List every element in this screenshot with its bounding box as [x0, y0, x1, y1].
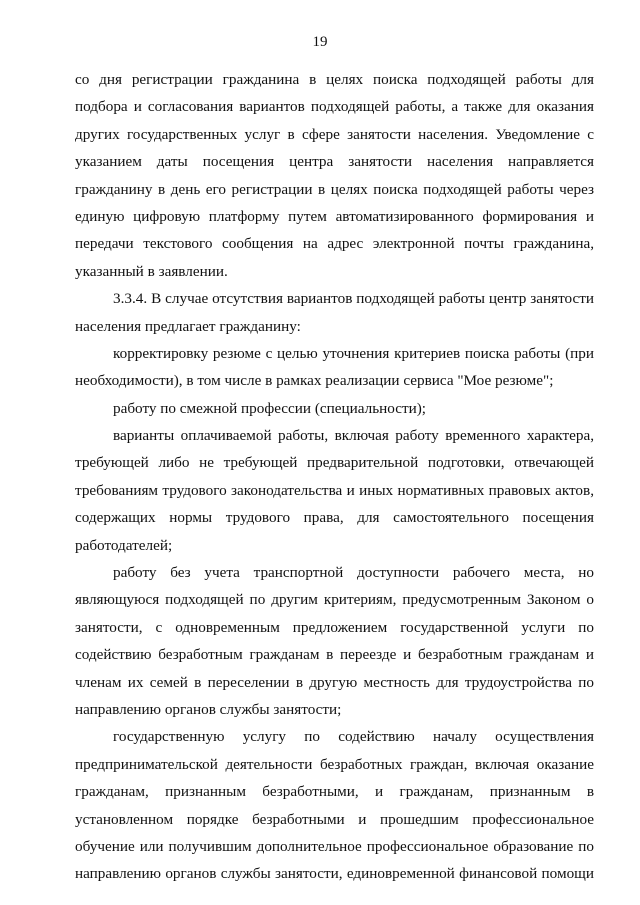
text-line: работу без учета транспортной доступности рабочего места, но [113, 564, 594, 582]
text-line: работодателей; [75, 536, 173, 554]
paragraph-related-profession [75, 395, 594, 422]
text-line: направлению органов службы занятости, единовременной финансовой помощи [75, 865, 594, 883]
text-line: единую цифровую платформу путем автоматизированного формирования и [75, 207, 594, 225]
text-line: членам их семей в переселении в другую местность для трудоустройства по [75, 673, 594, 691]
paragraph-registration-notice [75, 66, 594, 285]
paragraph-paid-work-options [75, 422, 594, 559]
page-number: 19 [312, 34, 328, 50]
paragraph-resume-correction [75, 340, 594, 395]
text-line: направлению органов службы занятости; [75, 700, 342, 718]
paragraph-work-without-transport [75, 559, 594, 723]
text-line: необходимости), в том числе в рамках реализации сервиса "Мое резюме"; [75, 372, 554, 390]
text-line: варианты оплачиваемой работы, включая работу временного характера, [113, 427, 594, 445]
text-line: требованиям трудового законодательства и иных нормативных правовых актов, [75, 481, 594, 499]
text-line: подбора и согласования вариантов подходящей работы, а также для оказания [75, 98, 594, 116]
text-line: других государственных услуг в сфере занятости населения. Уведомление с [75, 125, 594, 143]
text-line: гражданину в день его регистрации в целях поиска подходящей работы через [75, 180, 594, 198]
text-line: корректировку резюме с целью уточнения критериев поиска работы (при [113, 344, 594, 362]
text-line: требующей либо не требующей предварительной подготовки, отвечающей [75, 454, 594, 472]
text-line: указанный в заявлении. [75, 262, 228, 280]
text-line: указанием даты посещения центра занятости населения направляется [75, 153, 594, 171]
text-line: содержащих нормы трудового права, для самостоятельного посещения [75, 509, 594, 527]
text-line: 3.3.4. В случае отсутствия вариантов подходящей работы центр занятости [113, 290, 594, 308]
text-line: гражданам, признанным безработными, и гражданам, признанным в [75, 783, 594, 801]
paragraph-section-3-3-4 [75, 285, 594, 340]
text-line: работу по смежной профессии (специальности); [113, 399, 427, 417]
text-line: содействию безработным гражданам в переезде и безработным гражданам и [75, 646, 594, 664]
text-line: установленном порядке безработными и прошедшим профессиональное [75, 810, 594, 828]
text-line: занятости, с одновременным предложением государственной услуги по [75, 618, 594, 636]
text-line: предпринимательской деятельности безработных граждан, включая оказание [75, 755, 594, 773]
document-body [75, 66, 594, 888]
text-line: государственную услугу по содействию началу осуществления [113, 728, 594, 746]
text-line: со дня регистрации гражданина в целях поиска подходящей работы для [75, 71, 594, 88]
text-line: обучение или получившим дополнительное профессиональное образование по [75, 837, 594, 855]
paragraph-entrepreneurship-service [75, 723, 594, 887]
text-line: передачи текстового сообщения на адрес электронной почты гражданина, [75, 235, 594, 253]
text-line: населения предлагает гражданину: [75, 317, 301, 335]
text-line: являющуюся подходящей по другим критериям, предусмотренным Законом о [75, 591, 594, 609]
